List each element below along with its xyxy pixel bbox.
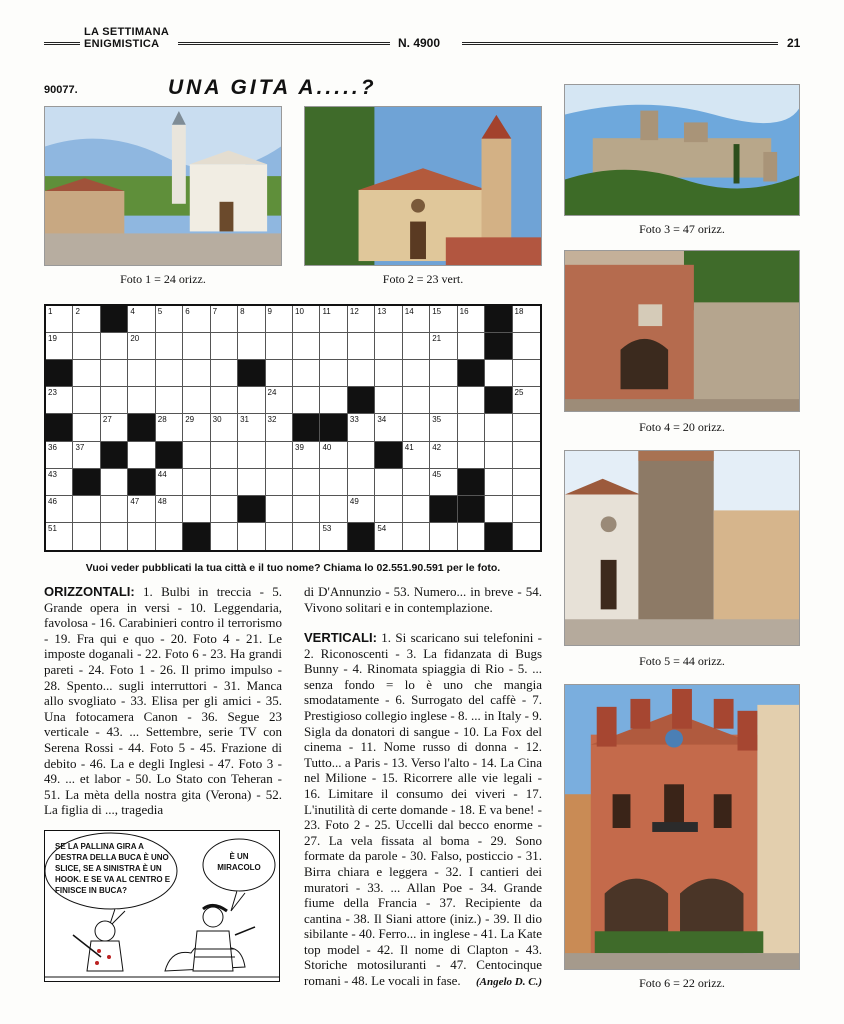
golf-cartoon — [44, 830, 280, 982]
grid-cell[interactable] — [320, 306, 347, 333]
grid-cell[interactable] — [238, 387, 265, 414]
grid-cell[interactable] — [266, 414, 293, 441]
grid-cell[interactable] — [128, 360, 155, 387]
grid-cell[interactable] — [485, 469, 512, 496]
grid-cell[interactable] — [73, 496, 100, 523]
grid-black-cell — [458, 469, 485, 496]
grid-black-cell — [293, 414, 320, 441]
grid-cell[interactable] — [430, 360, 457, 387]
grid-cell[interactable] — [46, 496, 73, 523]
grid-cell[interactable] — [73, 414, 100, 441]
grid-cell[interactable] — [266, 360, 293, 387]
clue-number: 39 — [295, 442, 304, 452]
grid-cell[interactable] — [101, 360, 128, 387]
grid-cell[interactable] — [101, 469, 128, 496]
grid-cell[interactable] — [238, 469, 265, 496]
grid-cell[interactable] — [73, 387, 100, 414]
clue-number: 2 — [75, 307, 80, 316]
grid-black-cell — [485, 306, 512, 333]
across-clues-text: 1. Bulbi in treccia - 5. Grande opera in versi - 10. Leggendaria, favolosa - 16. Carabinieri contro il terrorismo - 19. Fra qui e quo - 20. Foto 4 - 21. Le imposte doganali - 22. Foto 6 - 23. Ha grandi pareti - 24. Foto 1 - 26. Il primo impulso - 28. Spento... sugli interruttori - 31. Manca allo svogliato - 33. Elisa per gli amici - 35. Una fotocamera Canon - 36. Segue 23 verticale - 43. ... Settembre, serie TV con Serena Rossi - 44. Foto 5 - 45. Frazione di debito - 46. La e degli Inglesi - 47. Foto 3 - 49. ... et labor - 50. Lo Stato con Teheran - 51. La mèta della nostra gita (Verona) - 52. La figlia di ..., tragedia — [44, 584, 282, 818]
grid-cell[interactable] — [266, 306, 293, 333]
grid-cell[interactable] — [513, 523, 540, 550]
grid-cell[interactable] — [238, 523, 265, 550]
clue-number: 10 — [295, 307, 304, 316]
grid-cell[interactable] — [73, 333, 100, 360]
grid-cell[interactable] — [348, 414, 375, 441]
clue-number: 42 — [432, 442, 442, 452]
clue-number: 5 — [157, 307, 163, 316]
grid-black-cell — [375, 442, 402, 469]
grid-cell[interactable] — [403, 333, 430, 360]
crossword-grid[interactable] — [44, 304, 542, 552]
grid-cell[interactable] — [266, 387, 293, 414]
grid-cell[interactable] — [101, 333, 128, 360]
grid-cell[interactable] — [128, 496, 155, 523]
grid-cell[interactable] — [403, 523, 430, 550]
photo-2-caption: Foto 2 = 23 vert. — [382, 272, 464, 286]
grid-black-cell — [46, 414, 73, 441]
clue-number: 35 — [432, 415, 442, 425]
grid-cell[interactable] — [128, 387, 155, 414]
grid-black-cell — [458, 360, 485, 387]
grid-cell[interactable] — [211, 333, 238, 360]
grid-cell[interactable] — [46, 333, 73, 360]
grid-cell[interactable] — [403, 360, 430, 387]
photo-4-caption: Foto 4 = 20 orizz. — [639, 420, 725, 434]
grid-cell[interactable] — [485, 414, 512, 441]
grid-cell[interactable] — [211, 523, 238, 550]
clue-number: 6 — [185, 307, 190, 316]
grid-black-cell — [128, 414, 155, 441]
grid-cell[interactable] — [46, 306, 73, 333]
grid-cell[interactable] — [73, 360, 100, 387]
grid-cell[interactable] — [211, 442, 238, 469]
clue-number: 24 — [267, 388, 277, 398]
grid-cell[interactable] — [156, 333, 183, 360]
grid-cell[interactable] — [293, 523, 320, 550]
grid-cell[interactable] — [128, 523, 155, 550]
grid-cell[interactable] — [183, 387, 210, 414]
grid-black-cell — [183, 523, 210, 550]
grid-cell[interactable] — [266, 496, 293, 523]
grid-cell[interactable] — [73, 442, 100, 469]
clue-number: 43 — [48, 469, 57, 479]
clue-number: 8 — [240, 307, 245, 316]
grid-cell[interactable] — [458, 306, 485, 333]
photo-4 — [564, 250, 800, 412]
clue-number: 13 — [377, 307, 387, 316]
grid-cell[interactable] — [320, 387, 347, 414]
photo-2 — [304, 106, 542, 266]
clue-number: 54 — [377, 523, 387, 533]
clue-number: 49 — [349, 496, 359, 506]
puzzle-code: 90077. — [44, 84, 78, 96]
clue-number: 36 — [48, 442, 57, 452]
grid-cell[interactable] — [183, 360, 210, 387]
grid-cell[interactable] — [128, 333, 155, 360]
clue-number: 29 — [185, 415, 195, 425]
magazine-logo: LA SETTIMANA ENIGMISTICA — [84, 26, 169, 50]
across-clues-continued: di D'Annunzio - 53. Numero... in breve - 54. Vivono solitari e in contemplazione. — [304, 584, 542, 615]
clue-number: 47 — [130, 496, 140, 506]
clue-number: 27 — [102, 415, 112, 425]
grid-cell[interactable] — [513, 442, 540, 469]
grid-black-cell — [430, 496, 457, 523]
grid-cell[interactable] — [375, 306, 402, 333]
grid-black-cell — [348, 523, 375, 550]
page-number: 21 — [787, 36, 801, 50]
grid-cell[interactable] — [46, 523, 73, 550]
grid-cell[interactable] — [156, 496, 183, 523]
grid-cell[interactable] — [348, 469, 375, 496]
grid-cell[interactable] — [293, 442, 320, 469]
clue-number: 40 — [322, 442, 332, 452]
grid-cell[interactable] — [101, 523, 128, 550]
clue-number: 20 — [130, 334, 140, 344]
grid-cell[interactable] — [266, 333, 293, 360]
grid-cell[interactable] — [211, 306, 238, 333]
grid-cell[interactable] — [128, 442, 155, 469]
grid-cell[interactable] — [403, 469, 430, 496]
grid-cell[interactable] — [183, 442, 210, 469]
grid-cell[interactable] — [458, 442, 485, 469]
grid-cell[interactable] — [320, 360, 347, 387]
grid-cell[interactable] — [375, 496, 402, 523]
grid-black-cell — [101, 442, 128, 469]
header-rule-right — [462, 42, 778, 45]
grid-cell[interactable] — [293, 469, 320, 496]
grid-cell[interactable] — [430, 333, 457, 360]
clue-number: 53 — [322, 523, 332, 533]
header-rule — [178, 42, 390, 45]
across-clues — [44, 584, 282, 818]
grid-cell[interactable] — [156, 523, 183, 550]
grid-cell[interactable] — [156, 306, 183, 333]
grid-cell[interactable] — [238, 442, 265, 469]
grid-cell[interactable] — [320, 523, 347, 550]
clue-number: 30 — [212, 415, 222, 425]
grid-cell[interactable] — [293, 387, 320, 414]
grid-cell[interactable] — [320, 469, 347, 496]
header-rule-left — [44, 42, 80, 45]
grid-cell[interactable] — [73, 523, 100, 550]
grid-cell[interactable] — [156, 387, 183, 414]
grid-cell[interactable] — [375, 387, 402, 414]
grid-cell[interactable] — [348, 333, 375, 360]
grid-cell[interactable] — [293, 306, 320, 333]
grid-cell[interactable] — [156, 469, 183, 496]
photo-request-notice: Vuoi veder pubblicati la tua città e il tuo nome? Chiama lo 02.551.90.591 per le foto. — [85, 562, 501, 574]
across-label: ORIZZONTALI: — [44, 584, 135, 599]
clue-number: 9 — [267, 307, 272, 316]
grid-cell[interactable] — [211, 360, 238, 387]
grid-cell[interactable] — [513, 387, 540, 414]
grid-cell[interactable] — [513, 496, 540, 523]
grid-black-cell — [46, 360, 73, 387]
down-clues — [304, 630, 542, 989]
grid-cell[interactable] — [211, 496, 238, 523]
cartoon-right-bubble: È UN MIRACOLO — [217, 852, 261, 872]
grid-cell[interactable] — [430, 442, 457, 469]
clue-number: 34 — [377, 415, 387, 425]
grid-cell[interactable] — [513, 306, 540, 333]
grid-cell[interactable] — [156, 360, 183, 387]
grid-cell[interactable] — [46, 442, 73, 469]
grid-cell[interactable] — [211, 387, 238, 414]
grid-black-cell — [101, 306, 128, 333]
grid-cell[interactable] — [156, 414, 183, 441]
grid-cell[interactable] — [458, 387, 485, 414]
grid-black-cell — [156, 442, 183, 469]
grid-cell[interactable] — [320, 333, 347, 360]
grid-cell[interactable] — [293, 333, 320, 360]
grid-cell[interactable] — [238, 414, 265, 441]
grid-cell[interactable] — [211, 414, 238, 441]
clue-number: 11 — [322, 307, 331, 316]
grid-black-cell — [238, 360, 265, 387]
grid-cell[interactable] — [320, 442, 347, 469]
photo-6 — [564, 684, 800, 970]
clue-number: 12 — [349, 307, 359, 316]
grid-cell[interactable] — [128, 306, 155, 333]
grid-cell[interactable] — [430, 387, 457, 414]
grid-cell[interactable] — [211, 469, 238, 496]
grid-cell[interactable] — [458, 333, 485, 360]
grid-cell[interactable] — [458, 414, 485, 441]
grid-cell[interactable] — [266, 442, 293, 469]
grid-cell[interactable] — [183, 333, 210, 360]
grid-cell[interactable] — [375, 414, 402, 441]
grid-cell[interactable] — [101, 414, 128, 441]
grid-cell[interactable] — [293, 496, 320, 523]
grid-black-cell — [485, 523, 512, 550]
grid-cell[interactable] — [513, 414, 540, 441]
grid-cell[interactable] — [183, 469, 210, 496]
grid-black-cell — [348, 387, 375, 414]
grid-black-cell — [238, 496, 265, 523]
grid-black-cell — [458, 496, 485, 523]
cartoon-left-bubble: SE LA PALLINA GIRA A DESTRA DELLA BUCA È UNO SLICE, SE A SINISTRA È UN HOOK. E SE VA AL CENTRO E FINISCE IN BUCA? — [55, 842, 171, 895]
grid-cell[interactable] — [513, 469, 540, 496]
grid-black-cell — [320, 414, 347, 441]
grid-cell[interactable] — [375, 360, 402, 387]
clue-number: 48 — [157, 496, 167, 506]
puzzle-title: UNA GITA A.....? — [168, 76, 377, 99]
grid-cell[interactable] — [348, 306, 375, 333]
clue-number: 28 — [157, 415, 167, 425]
clue-number: 51 — [48, 523, 57, 533]
down-label: VERTICALI: — [304, 630, 377, 645]
clue-number: 32 — [267, 415, 277, 425]
clue-number: 21 — [432, 334, 442, 344]
grid-cell[interactable] — [403, 306, 430, 333]
clue-number: 44 — [157, 469, 167, 479]
grid-cell[interactable] — [375, 333, 402, 360]
clue-number: 16 — [459, 307, 469, 316]
clue-number: 33 — [349, 415, 359, 425]
photo-3 — [564, 84, 800, 216]
grid-cell[interactable] — [348, 442, 375, 469]
grid-cell[interactable] — [430, 523, 457, 550]
grid-cell[interactable] — [403, 414, 430, 441]
clue-number: 41 — [404, 442, 414, 452]
grid-cell[interactable] — [485, 496, 512, 523]
grid-cell[interactable] — [430, 306, 457, 333]
grid-cell[interactable] — [430, 414, 457, 441]
photo-5 — [564, 450, 800, 646]
grid-cell[interactable] — [375, 523, 402, 550]
grid-cell[interactable] — [320, 496, 347, 523]
grid-cell[interactable] — [101, 387, 128, 414]
grid-cell[interactable] — [293, 360, 320, 387]
clue-number: 45 — [432, 469, 442, 479]
photo-1-caption: Foto 1 = 24 orizz. — [120, 272, 206, 286]
grid-cell[interactable] — [403, 496, 430, 523]
photo-6-caption: Foto 6 = 22 orizz. — [639, 976, 725, 990]
grid-cell[interactable] — [403, 387, 430, 414]
grid-cell[interactable] — [485, 442, 512, 469]
grid-cell[interactable] — [513, 333, 540, 360]
grid-cell[interactable] — [348, 360, 375, 387]
clue-number: 31 — [240, 415, 250, 425]
grid-black-cell — [128, 469, 155, 496]
grid-cell[interactable] — [183, 306, 210, 333]
grid-cell[interactable] — [375, 469, 402, 496]
grid-black-cell — [485, 333, 512, 360]
grid-cell[interactable] — [238, 333, 265, 360]
grid-cell[interactable] — [430, 469, 457, 496]
grid-cell[interactable] — [183, 414, 210, 441]
grid-black-cell — [485, 387, 512, 414]
grid-cell[interactable] — [266, 523, 293, 550]
clue-number: 23 — [48, 388, 57, 398]
photo-1 — [44, 106, 282, 266]
grid-cell[interactable] — [458, 523, 485, 550]
clue-number: 37 — [75, 442, 85, 452]
grid-cell[interactable] — [46, 387, 73, 414]
clue-number: 19 — [48, 334, 57, 344]
grid-cell[interactable] — [46, 469, 73, 496]
grid-cell[interactable] — [266, 469, 293, 496]
grid-cell[interactable] — [513, 360, 540, 387]
grid-cell[interactable] — [183, 496, 210, 523]
puzzle-author: (Angelo D. C.) — [476, 976, 542, 988]
clue-number: 14 — [404, 307, 414, 316]
clue-number: 1 — [48, 307, 53, 316]
grid-cell[interactable] — [101, 496, 128, 523]
clue-number: 46 — [48, 496, 57, 506]
clue-number: 4 — [130, 307, 135, 316]
photo-3-caption: Foto 3 = 47 orizz. — [639, 222, 725, 236]
clue-number: 7 — [212, 307, 218, 316]
grid-cell[interactable] — [73, 306, 100, 333]
grid-black-cell — [73, 469, 100, 496]
down-clues-text: 1. Si scaricano sui telefonini - 2. Riconoscenti - 3. La fidanzata di Bugs Bunny - 4. Rinomata spiaggia di Rio - 5. ... senza fondo = lo è uno che mangia smodatamente - 6. Surrogato del caffè - 7. Prestigioso collegio inglese - 8. ... in Italy - 9. Sigla da donatori di sangue - 10. La Fox del cinema - 11. Nome russo di donna - 12. Tutto... a Paris - 13. Verso l'alto - 14. La Cina nel Milione - 15. Ricorrere alle vie legali - 16. Limitare il consumo dei viveri - 17. L'inutilità di certe domande - 18. E va bene! - 23. Foto 2 - 25. Uccelli dal becco enorme - 27. La vela fissata al boma - 29. Sono formate da parole - 30. Falso, posticcio - 31. Birra chiara e leggera - 32. I cantieri dei muratori - 33. ... Allan Poe - 34. Grande fiume della Francia - 37. Recipiente da cantina - 38. Il Siani attore (iniz.) - 39. Il dio sibilante - 40. Ferro... in inglese - 41. La Kate top model - 42. Il nome di Clapton - 43. Storiche motosiluranti - 47. Centocinque romani - 48. Le vocali in fase. — [304, 630, 542, 989]
grid-cell[interactable] — [485, 360, 512, 387]
photo-5-caption: Foto 5 = 44 orizz. — [639, 654, 725, 668]
clue-number: 15 — [432, 307, 442, 316]
grid-cell[interactable] — [403, 442, 430, 469]
clue-number: 25 — [514, 388, 524, 398]
grid-cell[interactable] — [238, 306, 265, 333]
grid-cell[interactable] — [348, 496, 375, 523]
clue-number: 18 — [514, 307, 524, 316]
issue-number: N. 4900 — [398, 36, 441, 50]
